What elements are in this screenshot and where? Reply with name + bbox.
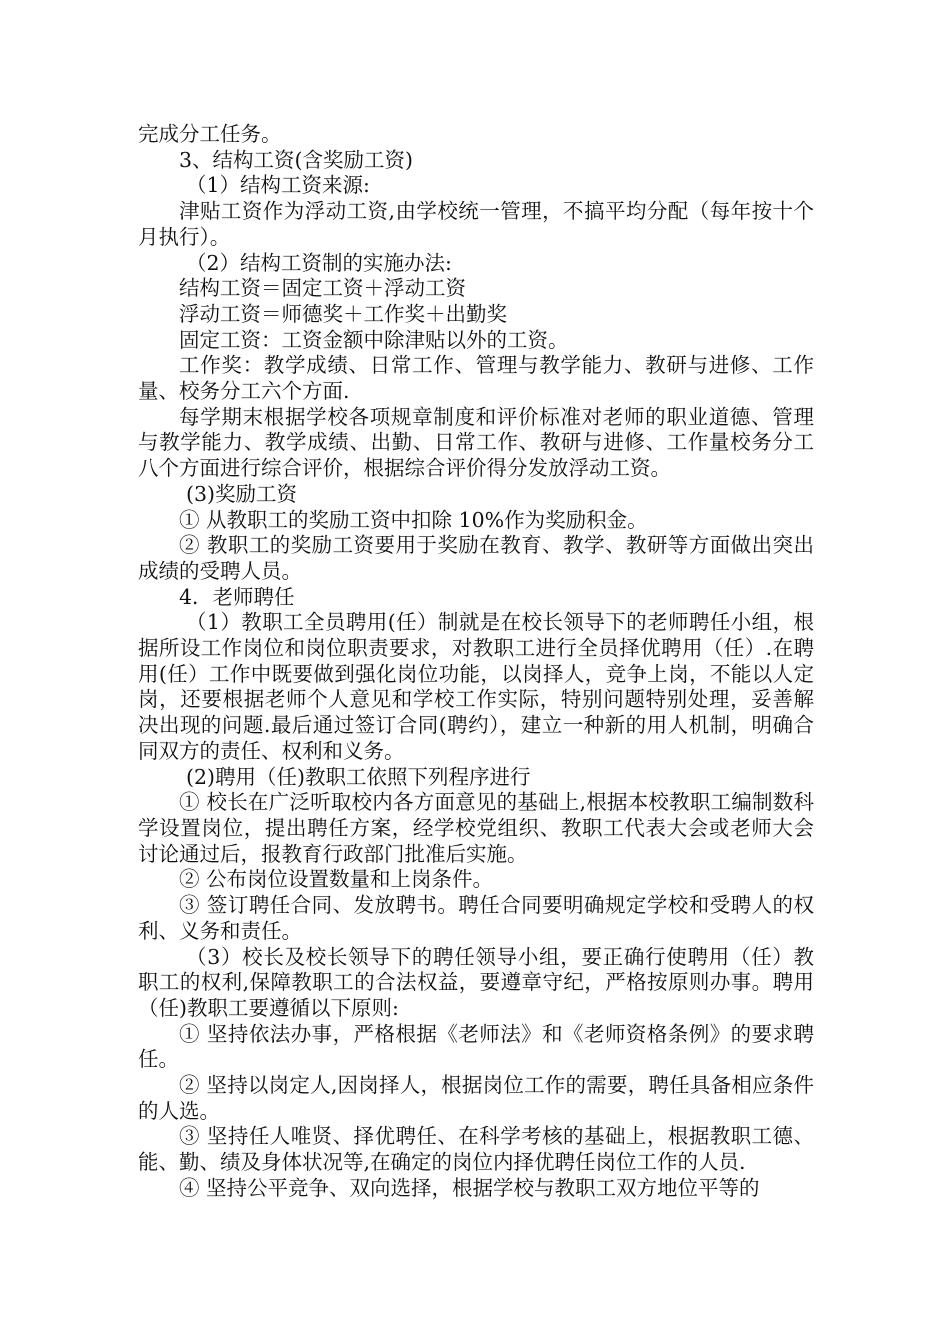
list-item: ① 校长在广泛听取校内各方面意见的基础上,根据本校教职工编制数科学设置岗位，提出聘任方案，经学校党组织、教职工代表大会或老师大会讨论通过后，报教育行政部门批准后实施。 xyxy=(138,790,814,866)
list-item: ① 从教职工的奖励工资中扣除 10%作为奖励积金。 xyxy=(179,507,648,532)
subsection-heading: （1）结构工资来源: xyxy=(186,173,370,198)
paragraph: （3）校长及校长领导下的聘任领导小组，要正确行使聘用（任）教职工的权利,保障教职工的合法权益，要遵章守纪，严格按原则办事。聘用（任)教职工要遵循以下原则: xyxy=(138,944,814,1020)
subsection-heading: (2)聘用（任)教职工依照下列程序进行 xyxy=(186,764,531,789)
list-item: ② 坚持以岗定人,因岗择人，根据岗位工作的需要，聘任具备相应条件的人选。 xyxy=(138,1073,814,1123)
paragraph: 完成分工任务。 xyxy=(138,122,282,146)
list-item: ③ 签订聘任合同、发放聘书。聘任合同要明确规定学校和受聘人的权利、义务和责任。 xyxy=(138,893,814,943)
paragraph: 固定工资：工资金额中除津贴以外的工资。 xyxy=(179,327,569,352)
subsection-heading: （2）结构工资制的实施办法: xyxy=(186,250,452,275)
subsection-heading: (3)奖励工资 xyxy=(186,481,298,506)
list-item: ② 教职工的奖励工资要用于奖励在教育、教学、教研等方面做出突出成绩的受聘人员。 xyxy=(138,533,814,583)
paragraph: 每学期末根据学校各项规章制度和评价标准对老师的职业道德、管理与教学能力、教学成绩、出勤、日常工作、教研与进修、工作量校务分工八个方面进行综合评价，根据综合评价得分发放浮动工资。 xyxy=(138,404,814,481)
section-heading: 3、结构工资(含奖励工资) xyxy=(179,147,414,172)
document-body xyxy=(138,122,814,1202)
paragraph: 工作奖：教学成绩、日常工作、管理与教学能力、教研与进修、工作量、校务分工六个方面. xyxy=(138,353,814,404)
formula-line: 结构工资＝固定工资＋浮动工资 xyxy=(179,276,466,301)
list-item: ③ 坚持任人唯贤、择优聘任、在科学考核的基础上，根据教职工德、能、勤、绩及身体状况等,在确定的岗位内择优聘任岗位工作的人员. xyxy=(138,1124,814,1175)
list-item: ② 公布岗位设置数量和上岗条件。 xyxy=(179,867,494,892)
paragraph: （1）教职工全员聘用(任）制就是在校长领导下的老师聘任小组，根据所设工作岗位和岗位职责要求，对教职工进行全员择优聘用（任）.在聘用(任）工作中既要做到强化岗位功能，以岗择人，竞争上岗，不能以人定岗，还要根据老师个人意见和学校工作实际，特别问题特别处理，妥善解决出现的问题.最后通过签订合同(聘约），建立一种新的用人机制，明确合同双方的责任、权利和义务。 xyxy=(138,610,814,763)
formula-line: 浮动工资＝师德奖＋工作奖＋出勤奖 xyxy=(179,301,507,326)
paragraph: 津贴工资作为浮动工资,由学校统一管理，不搞平均分配（每年按十个月执行）。 xyxy=(138,199,814,249)
list-item: ④ 坚持公平竞争、双向选择，根据学校与教职工双方地位平等的 xyxy=(179,1175,760,1200)
list-item: ① 坚持依法办事，严格根据《老师法》和《老师资格条例》的要求聘任。 xyxy=(138,1021,814,1072)
section-heading: 4．老师聘任 xyxy=(179,584,295,609)
